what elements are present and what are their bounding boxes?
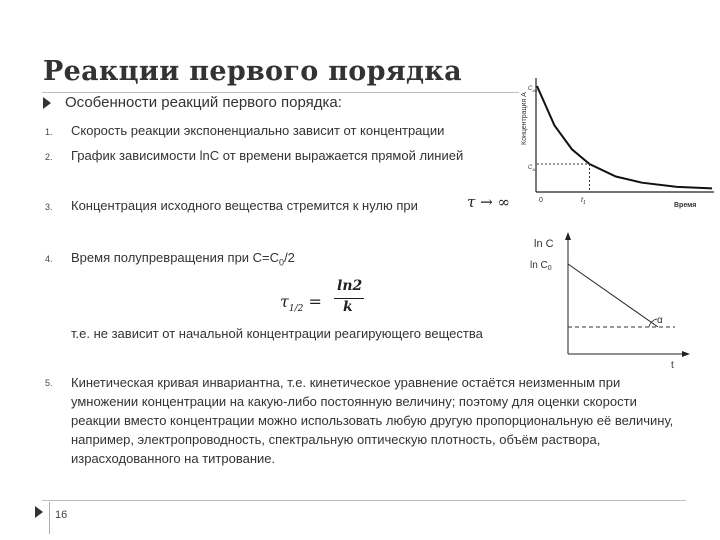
chart2-ytick: $\ln C_0$ — [530, 260, 552, 272]
chart2-xlabel: t — [671, 360, 674, 371]
list-item: График зависимости lnC от времени выражается прямой линией — [71, 148, 464, 163]
ln-chart — [530, 232, 690, 371]
concentration-chart — [519, 77, 719, 209]
chart1-xlabel: Время — [674, 202, 697, 209]
formula-denominator: k — [343, 299, 353, 315]
footer-marker-icon — [35, 506, 43, 518]
tau-symbol: τ — [467, 193, 476, 211]
footer-vertical-rule — [49, 502, 50, 534]
page-number: 16 — [55, 509, 68, 521]
formula-lhs: $\tau_{1/2}$ = — [280, 292, 322, 315]
item-number: 5. — [45, 378, 53, 388]
list-item: Концентрация исходного вещества стремится к нулю при — [71, 198, 418, 213]
section-heading: Особенности реакций первого порядка: — [65, 94, 342, 111]
list-item: Скорость реакции экспоненциально зависит от концентрации — [71, 123, 445, 138]
infinity-symbol: ∞ — [497, 193, 510, 211]
footer-divider — [42, 500, 686, 501]
chart2-x-arrow-icon — [682, 351, 690, 357]
chart2-series-line — [568, 264, 658, 327]
note-text: т.е. не зависит от начальной концентрации реагирующего вещества — [71, 326, 483, 341]
chart1-xtick-zero: 0 — [539, 197, 543, 204]
chart2-y-arrow-icon — [565, 232, 571, 240]
chart2-angle-label: α — [657, 315, 663, 326]
formula-equals: = — [308, 292, 322, 311]
slide-title: Реакции первого порядка — [43, 56, 462, 87]
item-number: 3. — [45, 202, 53, 212]
paragraph-item-5: Кинетическая кривая инвариантна, т.е. кинетическое уравнение остаётся неизменным при умножении концентрации на какую-либо постоянную величину; поэтому для оценки скорости реакции вместо концентрации можно использовать любую другую пропорциональную её величину, например, электропроводность, спектральную оптическую плотность, объём раствора, израсходованного на титрование. — [71, 375, 674, 466]
item-number: 1. — [45, 127, 53, 137]
formula-numerator: ln2 — [337, 278, 363, 294]
arrow-symbol: → — [480, 193, 493, 211]
item-text-suffix: /2 — [284, 250, 295, 265]
item-number: 2. — [45, 152, 53, 162]
chart1-bg — [519, 77, 719, 193]
item-number: 4. — [45, 254, 53, 264]
chart1-ylabel: Концентрация A — [521, 92, 528, 145]
chart2-ylabel: ln C — [534, 238, 554, 250]
item-text: Время полупревращения при С=С — [71, 250, 280, 265]
item-subscript: 0 — [279, 257, 285, 268]
chart1-ytick-bottom: $C_{A1}$ — [528, 165, 538, 172]
chart1-ytick-top: $C_{A0}$ — [528, 86, 538, 93]
chart1-xtick-t1: $t_1$ — [581, 197, 586, 206]
